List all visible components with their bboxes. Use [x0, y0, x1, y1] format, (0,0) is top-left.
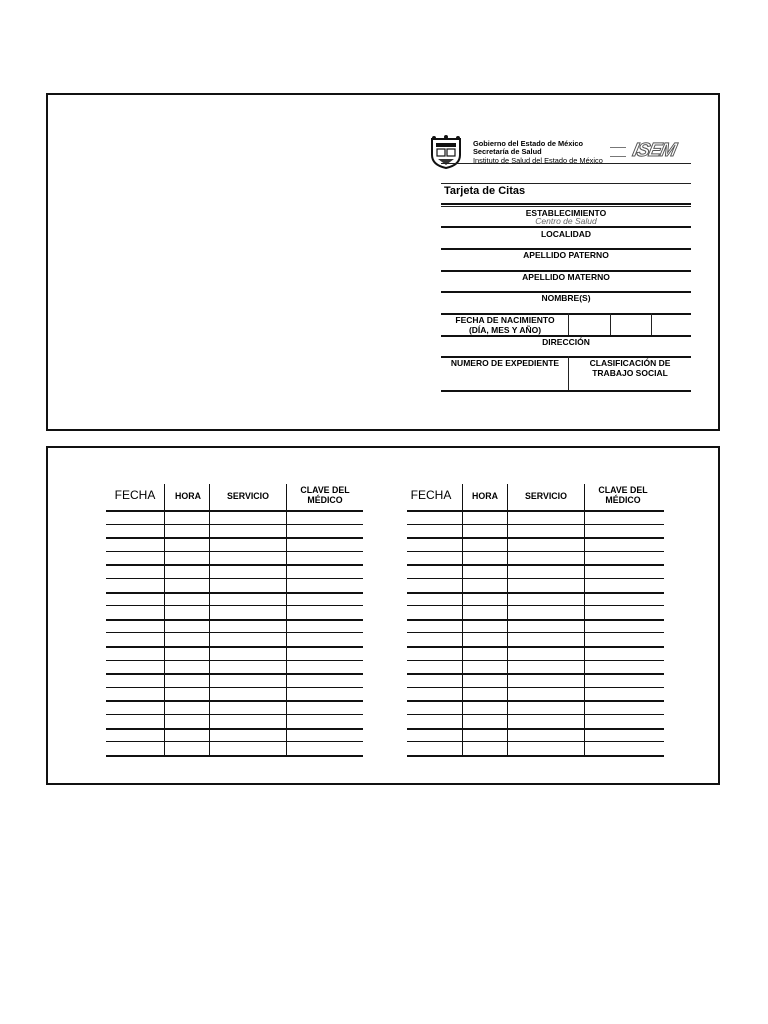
organization-header — [473, 140, 603, 165]
table-row-line — [106, 646, 363, 648]
field-direccion-label: DIRECCIÓN — [542, 337, 590, 347]
table-column-line — [286, 484, 287, 755]
header-divider — [441, 163, 691, 164]
table-row-line — [106, 564, 363, 566]
isem-logo-stripes — [610, 147, 626, 157]
col-hora-header: HORA — [175, 491, 201, 501]
col-fecha-header: FECHA — [114, 488, 156, 502]
table-row-line — [106, 619, 363, 621]
col-hora-header: HORA — [472, 491, 498, 501]
table-row-line — [106, 605, 363, 606]
table-row-line — [106, 700, 363, 702]
table-row-line — [106, 537, 363, 539]
appointment-card-back — [46, 446, 720, 785]
clave-header-line-1: CLAVE DEL — [300, 485, 350, 495]
col-servicio-header: SERVICIO — [227, 491, 269, 501]
table-row-line — [106, 592, 363, 594]
table-row-line — [106, 660, 363, 661]
table-row-line — [407, 673, 664, 675]
clave-header-line-2: MÉDICO — [605, 495, 641, 505]
table-row-line — [106, 728, 363, 730]
col-clave-header — [585, 485, 661, 505]
birthdate-divider-3 — [651, 313, 652, 335]
table-row-line — [407, 605, 664, 606]
field-establecimiento-label: ESTABLECIMIENTO — [525, 208, 607, 218]
table-row-line — [407, 551, 664, 552]
col-fecha-header: FECHA — [410, 488, 452, 502]
table-row-line — [407, 687, 664, 688]
table-row-line — [407, 564, 664, 566]
table-column-line — [507, 484, 508, 755]
col-clave-header — [287, 485, 363, 505]
table-row-line — [407, 578, 664, 579]
table-row-line — [407, 700, 664, 702]
table-row-line — [106, 524, 363, 525]
table-row-line — [106, 551, 363, 552]
table-row-line — [407, 619, 664, 621]
table-row-line — [106, 578, 363, 579]
field-apellido-materno-label: APELLIDO MATERNO — [522, 272, 610, 282]
table-row-line — [106, 755, 363, 757]
isem-logo: ISEM — [630, 140, 678, 161]
birthdate-divider-1 — [568, 313, 569, 335]
table-row-line — [407, 714, 664, 715]
field-nombre-label: NOMBRE(S) — [541, 293, 591, 303]
table-row-line — [407, 537, 664, 539]
table-row-line — [407, 660, 664, 661]
title-top-rule — [441, 183, 691, 184]
field-fecha-nacimiento-label — [441, 315, 569, 335]
birthdate-divider-2 — [610, 313, 611, 335]
clasificacion-line-1: CLASIFICACIÓN DE — [589, 358, 671, 368]
table-row-line — [407, 741, 664, 742]
org-line-3: Instituto de Salud del Estado de México — [473, 155, 603, 165]
table-row-line — [106, 632, 363, 633]
table-row-line — [407, 632, 664, 633]
table-row-line — [407, 510, 664, 512]
col-servicio-header: SERVICIO — [525, 491, 567, 501]
table-row-line — [106, 741, 363, 742]
rule-establecimiento — [441, 226, 691, 228]
table-column-line — [164, 484, 165, 755]
appointments-table-right — [407, 484, 664, 760]
table-row-line — [106, 510, 363, 512]
title-bottom-rule — [441, 203, 691, 205]
table-row-line — [106, 673, 363, 675]
table-row-line — [106, 714, 363, 715]
rule-bottom — [441, 390, 691, 392]
field-localidad-label: LOCALIDAD — [540, 229, 592, 239]
table-row-line — [106, 687, 363, 688]
clave-header-line-2: MÉDICO — [307, 495, 343, 505]
appointments-table-left — [106, 484, 363, 760]
field-establecimiento-value: Centro de Salud — [535, 216, 597, 226]
field-apellido-paterno-label: APELLIDO PATERNO — [523, 250, 609, 260]
table-column-line — [462, 484, 463, 755]
table-column-line — [584, 484, 585, 755]
card-title: Tarjeta de Citas — [444, 185, 526, 197]
fecha-nacimiento-line-1: FECHA DE NACIMIENTO — [455, 315, 555, 325]
org-line-1: Gobierno del Estado de México — [473, 139, 584, 148]
table-row-line — [407, 592, 664, 594]
clasificacion-line-2: TRABAJO SOCIAL — [592, 368, 668, 378]
clave-header-line-1: CLAVE DEL — [598, 485, 648, 495]
title-double-rule — [441, 206, 691, 207]
field-numero-expediente-label: NUMERO DE EXPEDIENTE — [450, 358, 560, 368]
table-row-line — [407, 646, 664, 648]
appointment-card-front — [46, 93, 720, 431]
table-column-line — [209, 484, 210, 755]
field-clasificacion-label — [569, 358, 691, 378]
fecha-nacimiento-line-2: (DÍA, MES Y AÑO) — [468, 325, 542, 335]
org-line-2: Secretaría de Salud — [473, 147, 542, 157]
table-row-line — [407, 524, 664, 525]
table-row-line — [407, 755, 664, 757]
table-row-line — [407, 728, 664, 730]
